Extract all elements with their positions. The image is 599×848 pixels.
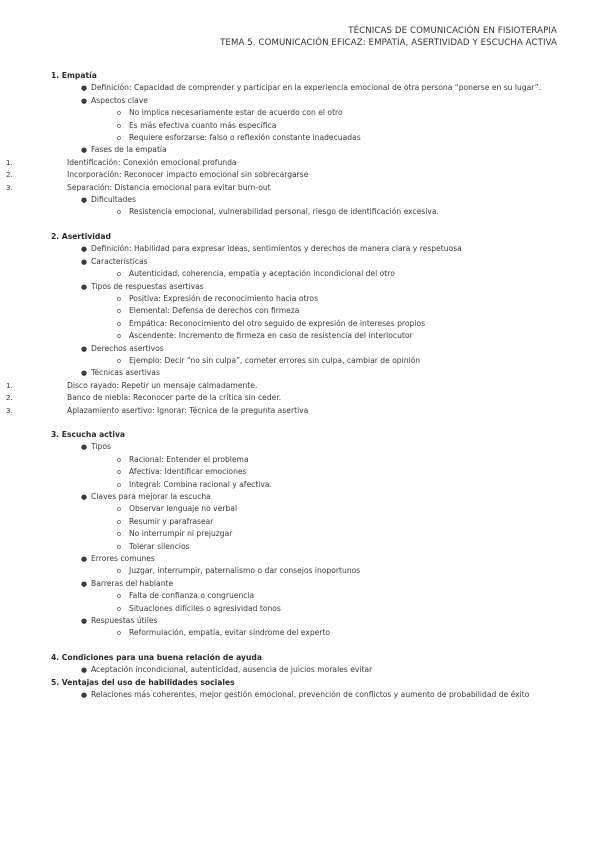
list-item-text: Ejemplo: Decir “no sin culpa”, cometer errores sin culpa, cambiar de opinión	[129, 355, 421, 365]
list-item-text: Resistencia emocional, vulnerabilidad personal, riesgo de identificación excesiva.	[129, 207, 439, 217]
definition-text: Definición: Habilidad para expresar ideas, sentimientos y derechos de manera clara y respetuosa	[91, 244, 462, 254]
bullet-icon: ●	[81, 555, 88, 564]
list-item	[51, 95, 551, 107]
list-item	[51, 256, 551, 268]
list-item	[51, 330, 551, 342]
circle-bullet-icon: o	[117, 455, 122, 464]
list-item	[51, 689, 551, 701]
list-item-text: Identificación: Conexión emocional profunda	[67, 157, 237, 167]
list-item	[51, 132, 551, 144]
bullet-icon: ●	[81, 96, 88, 105]
list-item	[51, 578, 551, 590]
list-item	[51, 664, 551, 676]
list-item	[51, 120, 551, 132]
list-item	[51, 516, 551, 528]
list-item	[51, 206, 551, 218]
bullet-icon: ●	[81, 84, 88, 93]
definition-text: Definición: Capacidad de comprender y participar en la experiencia emocional de otra persona “ponerse en su lugar”.	[91, 83, 542, 93]
numbered-item	[6, 405, 551, 417]
list-item-text: Resumir y parafrasear	[129, 516, 214, 526]
list-item	[51, 243, 551, 255]
list-item	[51, 528, 551, 540]
subheading: Características	[91, 256, 148, 266]
document-header	[220, 26, 557, 49]
circle-bullet-icon: o	[117, 629, 122, 638]
list-item-text: Tolerar silencios	[129, 541, 190, 551]
circle-bullet-icon: o	[117, 356, 122, 365]
section-title-empatia: 1. Empatía	[51, 71, 97, 80]
bullet-icon: ●	[81, 691, 88, 700]
circle-bullet-icon: o	[117, 208, 122, 217]
list-item	[51, 491, 551, 503]
circle-bullet-icon: o	[117, 505, 122, 514]
subheading: Claves para mejorar la escucha	[91, 492, 211, 501]
header-topic-title: TEMA 5. COMUNICACIÓN EFICAZ: EMPATÍA, ASERTIVIDAD Y ESCUCHA ACTIVA	[220, 37, 557, 48]
list-item-text: Falta de confianza o congruencia	[129, 591, 255, 601]
list-item	[51, 107, 551, 119]
subheading: Aspectos clave	[91, 95, 148, 105]
list-item-text: Es más efectiva cuanto más específica	[129, 120, 277, 130]
numbered-item	[6, 380, 551, 392]
list-item	[51, 305, 551, 317]
list-item-text: Empática: Reconocimiento del otro seguido de expresión de intereses propios	[129, 318, 426, 328]
list-item-text: Relaciones más coherentes, mejor gestión emocional, prevención de conflictos y aumento de probabilidad de éxito	[91, 690, 530, 700]
circle-bullet-icon: o	[117, 134, 122, 143]
circle-bullet-icon: o	[117, 307, 122, 316]
list-item-text: No implica necesariamente estar de acuerdo con el otro	[129, 108, 343, 118]
bullet-icon: ●	[81, 579, 88, 588]
subheading: Derechos asertivos	[91, 343, 164, 353]
list-item	[51, 603, 551, 615]
number-marker: 1.	[6, 381, 13, 390]
circle-bullet-icon: o	[117, 121, 122, 130]
subheading: Errores comunes	[91, 554, 155, 564]
circle-bullet-icon: o	[117, 319, 122, 328]
circle-bullet-icon: o	[117, 530, 122, 539]
list-item	[51, 553, 551, 565]
bullet-icon: ●	[81, 245, 88, 254]
list-item-text: Juzgar, interrumpir, paternalismo o dar consejos inoportunos	[129, 566, 361, 576]
circle-bullet-icon: o	[117, 542, 122, 551]
list-item	[51, 479, 551, 491]
subheading: Técnicas asertivas	[91, 368, 160, 378]
circle-bullet-icon: o	[117, 517, 122, 526]
list-item-text: Aplazamiento asertivo: Ignorar: Técnica de la pregunta asertiva	[67, 405, 309, 415]
numbered-item	[6, 169, 551, 181]
circle-bullet-icon: o	[117, 332, 122, 341]
list-item-text: Separación: Distancia emocional para evitar burn-out	[67, 182, 271, 192]
list-item	[51, 441, 551, 453]
document-body	[6, 70, 551, 702]
list-item-text: Situaciones difíciles o agresividad tonos	[129, 603, 281, 613]
list-item	[51, 615, 551, 627]
number-marker: 3.	[6, 406, 13, 415]
numbered-item	[6, 182, 551, 194]
subheading: Tipos de respuestas asertivas	[91, 281, 204, 291]
list-item	[51, 343, 551, 355]
list-item	[51, 281, 551, 293]
list-item-text: Observar lenguaje no verbal	[129, 504, 238, 514]
subheading: Barreras del hablante	[91, 578, 174, 588]
number-marker: 2.	[6, 171, 13, 180]
list-item-text: Disco rayado: Repetir un mensaje calmadamente.	[67, 380, 258, 390]
list-item-text: Racional: Entender el problema	[129, 454, 249, 464]
list-item	[51, 194, 551, 206]
list-item	[51, 144, 551, 156]
list-item	[51, 590, 551, 602]
circle-bullet-icon: o	[117, 109, 122, 118]
section-title-asertividad: 2. Asertividad	[51, 231, 111, 241]
subheading: Tipos	[91, 442, 111, 452]
list-item	[51, 565, 551, 577]
list-item	[51, 627, 551, 639]
list-item-text: Reformulación, empatía, evitar síndrome del experto	[129, 628, 331, 638]
list-item-text: Banco de niebla: Reconocer parte de la crítica sin ceder.	[67, 393, 282, 403]
list-item-text: Positiva: Expresión de reconocimiento hacia otros	[129, 293, 319, 303]
subheading: Dificultades	[91, 195, 136, 205]
number-marker: 2.	[6, 394, 13, 403]
list-item-text: Incorporación: Reconocer impacto emocional sin sobrecargarse	[67, 170, 309, 180]
list-item	[51, 318, 551, 330]
list-item	[51, 541, 551, 553]
circle-bullet-icon: o	[117, 480, 122, 489]
list-item-text: Aceptación incondicional, autenticidad, ausencia de juicios morales evitar	[91, 665, 373, 675]
numbered-item	[6, 392, 551, 404]
list-item	[51, 268, 551, 280]
list-item-text: Ascendente: Incremento de firmeza en caso de resistencia del interlocutor	[129, 331, 413, 341]
bullet-icon: ●	[81, 443, 88, 452]
bullet-icon: ●	[81, 282, 88, 291]
list-item	[51, 503, 551, 515]
circle-bullet-icon: o	[117, 294, 122, 303]
numbered-item	[6, 157, 551, 169]
list-item	[51, 466, 551, 478]
circle-bullet-icon: o	[117, 592, 122, 601]
list-item	[51, 82, 551, 94]
bullet-icon: ●	[81, 146, 88, 155]
bullet-icon: ●	[81, 493, 88, 501]
list-item	[51, 367, 551, 379]
list-item-text: Requiere esforzarse: falso o reflexión constante inadecuadas	[129, 133, 361, 143]
subheading: Fases de la empatía	[91, 145, 167, 155]
list-item-text: Elemental: Defensa de derechos con firmeza	[129, 306, 300, 316]
list-item-text: Afectiva: Identificar emociones	[129, 467, 247, 477]
list-item-text: No interrumpir ni prejuzgar	[129, 529, 233, 539]
bullet-icon: ●	[81, 257, 88, 266]
section-title-condiciones: 4. Condiciones para una buena relación de ayuda	[51, 652, 262, 662]
list-item	[51, 355, 551, 367]
section-title-ventajas: 5. Ventajas del uso de habilidades sociales	[51, 677, 235, 687]
bullet-icon: ●	[81, 369, 88, 378]
section-title-escucha-activa: 3. Escucha activa	[51, 429, 126, 439]
bullet-icon: ●	[81, 666, 88, 675]
circle-bullet-icon: o	[117, 468, 122, 477]
circle-bullet-icon: o	[117, 567, 122, 576]
bullet-icon: ●	[81, 344, 88, 353]
list-item-text: Integral: Combina racional y afectiva.	[129, 479, 272, 489]
number-marker: 3.	[6, 183, 13, 192]
circle-bullet-icon: o	[117, 604, 122, 613]
bullet-icon: ●	[81, 196, 88, 205]
bullet-icon: ●	[81, 617, 88, 626]
subheading: Respuestas útiles	[91, 616, 158, 626]
header-course-title: TÉCNICAS DE COMUNICACIÓN EN FISIOTERAPIA	[348, 26, 557, 36]
list-item-text: Autenticidad, coherencia, empatía y aceptación incondicional del otro	[129, 269, 395, 279]
circle-bullet-icon: o	[117, 270, 122, 279]
number-marker: 1.	[6, 158, 13, 167]
list-item	[51, 454, 551, 466]
list-item	[51, 293, 551, 305]
